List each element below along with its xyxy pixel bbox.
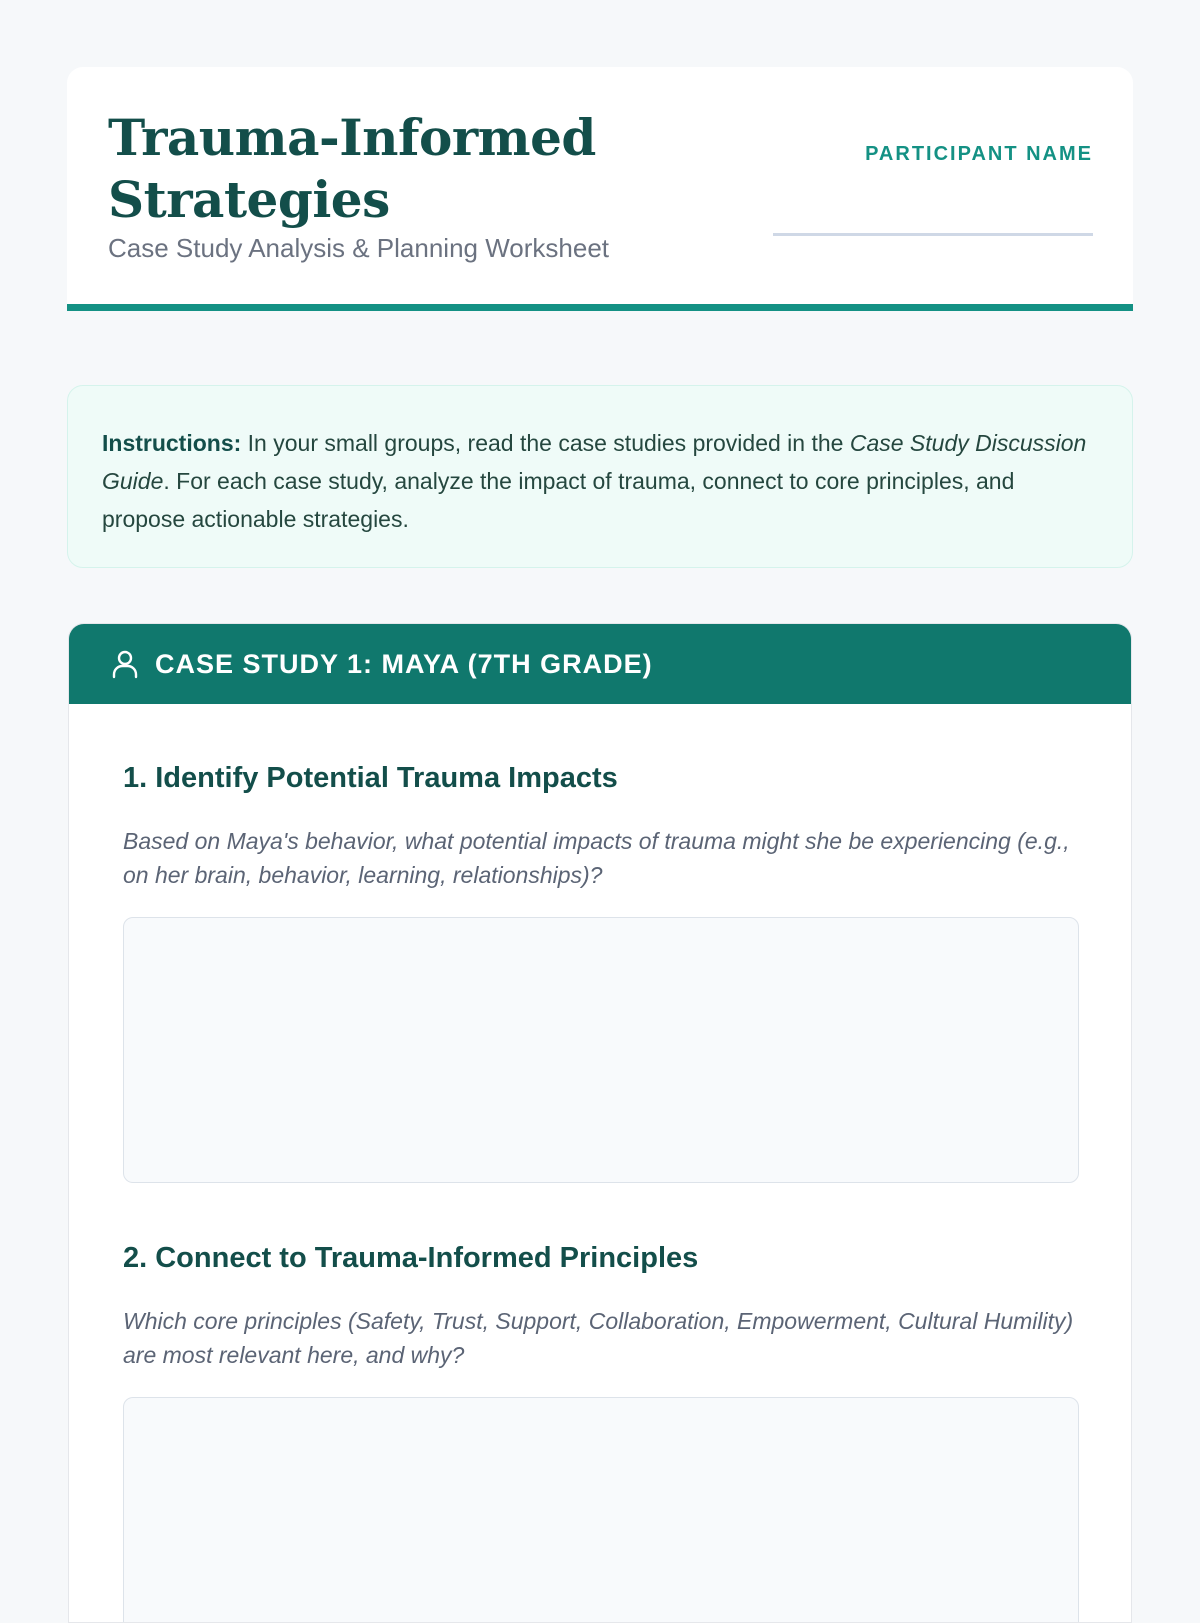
question-2-answer-field[interactable] bbox=[123, 1397, 1079, 1623]
participant-name-label: PARTICIPANT NAME bbox=[865, 143, 1093, 165]
participant-name-field[interactable] bbox=[773, 233, 1093, 236]
case-study-card bbox=[68, 623, 1132, 1623]
instructions-label: Instructions: bbox=[102, 430, 242, 456]
case-study-header bbox=[69, 624, 1131, 704]
discussion-guide-name: Case Study Discussion Guide bbox=[102, 430, 1087, 494]
worksheet-header bbox=[67, 67, 1133, 311]
question-1-prompt: Based on Maya's behavior, what potential impacts of trauma might she be experiencing (e.g., on her brain, behavior, learning, relationships)? bbox=[123, 828, 1070, 888]
question-1-answer-field[interactable] bbox=[123, 917, 1079, 1183]
question-2-title: 2. Connect to Trauma-Informed Principles bbox=[123, 1242, 699, 1274]
case-study-title: CASE STUDY 1: MAYA (7TH GRADE) bbox=[155, 648, 653, 679]
instructions-text-before: In your small groups, read the case studies provided in the bbox=[241, 430, 850, 456]
worksheet-subtitle: Case Study Analysis & Planning Worksheet bbox=[108, 233, 610, 263]
question-1-title: 1. Identify Potential Trauma Impacts bbox=[123, 762, 618, 794]
instructions-box bbox=[67, 385, 1133, 568]
instructions-text-after: . For each case study, analyze the impact of trauma, connect to core principles, and propose actionable strategies. bbox=[102, 468, 1015, 532]
user-icon bbox=[111, 649, 139, 679]
worksheet-title: Trauma-Informed Strategies bbox=[108, 108, 596, 229]
question-2-prompt: Which core principles (Safety, Trust, Support, Collaboration, Empowerment, Cultural Humility) are most relevant here, and why? bbox=[123, 1308, 1074, 1368]
